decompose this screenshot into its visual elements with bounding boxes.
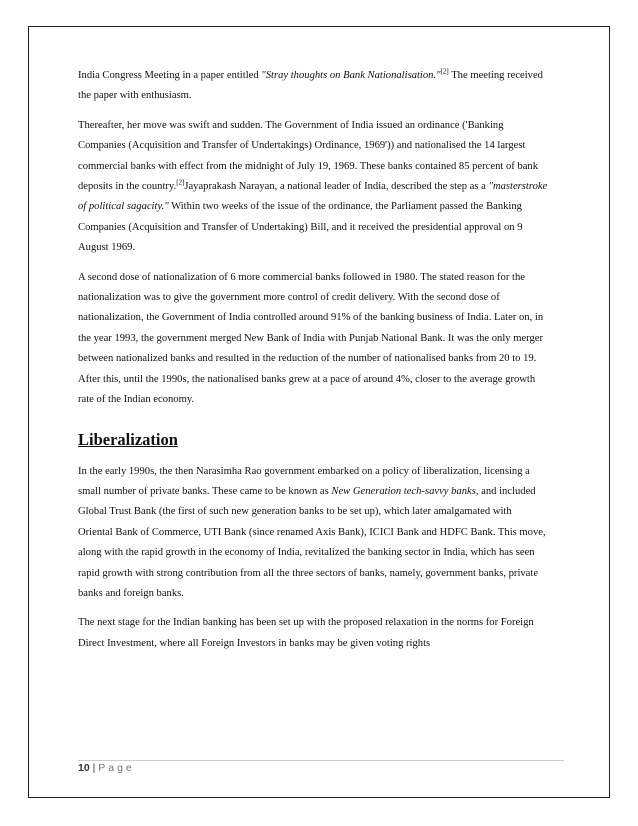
quoted-title: "Stray thoughts on Bank Nationalisation." xyxy=(261,70,441,81)
text-run: Thereafter, her move was swift and sudden. The Government of India issued an ordinance ('Banking Companies (Acquisition and Transfer of Undertakings) Ordinance, 1969')) and nationalised the 14 largest commercial banks with effect from the midnight of July 19, 1969. These banks contained 85 percent of bank deposits in the country. xyxy=(78,119,539,193)
paragraph-5: The next stage for the Indian banking has been set up with the proposed relaxation in the norms for Foreign Direct Investment, where all Foreign Investors in banks may be given voting rights xyxy=(78,617,534,649)
paragraph-4 xyxy=(78,462,548,605)
text-run: The meeting received the paper with enthusiasm. xyxy=(78,70,543,102)
text-run: Jayaprakash Narayan, a national leader of India, described the step as a xyxy=(184,181,489,193)
separator: | xyxy=(89,762,99,774)
text-run: Within two weeks of the issue of the ordinance, the Parliament passed the Banking Companies (Acquisition and Transfer of Undertaking) Bill, and it received the presidential approval on 9 August 1969. xyxy=(78,201,523,254)
page-footer xyxy=(78,762,135,774)
document-body xyxy=(78,66,548,663)
page-label: Page xyxy=(98,762,135,774)
section-heading: Liberalization xyxy=(78,429,178,449)
paragraph-1 xyxy=(78,66,548,107)
paragraph-3: A second dose of nationalization of 6 more commercial banks followed in 1980. The stated reason for the nationalization was to give the government more control of credit delivery. With the second dose of nationalization, the Government of India controlled around 91% of the banking business of India. Later on, in the year 1993, the government merged New Bank of India with Punjab National Bank. It was the only merger between nationalized banks and resulted in the reduction of the number of nationalised banks from 20 to 19. After this, until the 1990s, the nationalised banks grew at a pace of around 4%, closer to the average growth rate of the Indian economy. xyxy=(78,271,544,406)
page-number: 10 xyxy=(78,762,90,774)
text-run: , and included Global Trust Bank (the first of such new generation banks to be set up), which later amalgamated with Oriental Bank of Commerce, UTI Bank (since renamed Axis Bank), ICICI Bank and HDFC Bank. This move, along with the rapid growth in the economy of India, revitalized the banking sector in India, which has seen rapid growth with strong contribution from all the three sectors of banks, namely, government banks, private banks and foreign banks. xyxy=(78,485,546,599)
footer-rule xyxy=(78,760,564,761)
citation-link[interactable]: [2] xyxy=(440,67,449,76)
citation-link[interactable]: [2] xyxy=(176,178,185,187)
text-run: India Congress Meeting in a paper entitled xyxy=(78,70,262,81)
text-run: In the early 1990s, the then Narasimha Rao government embarked on a policy of liberalization, licensing a small number of private banks. These came to be known as xyxy=(78,465,530,497)
emphasis: New Generation tech-savvy banks xyxy=(331,485,476,497)
quotation: "masterstroke of political sagacity." xyxy=(78,181,548,213)
paragraph-2 xyxy=(78,116,548,259)
